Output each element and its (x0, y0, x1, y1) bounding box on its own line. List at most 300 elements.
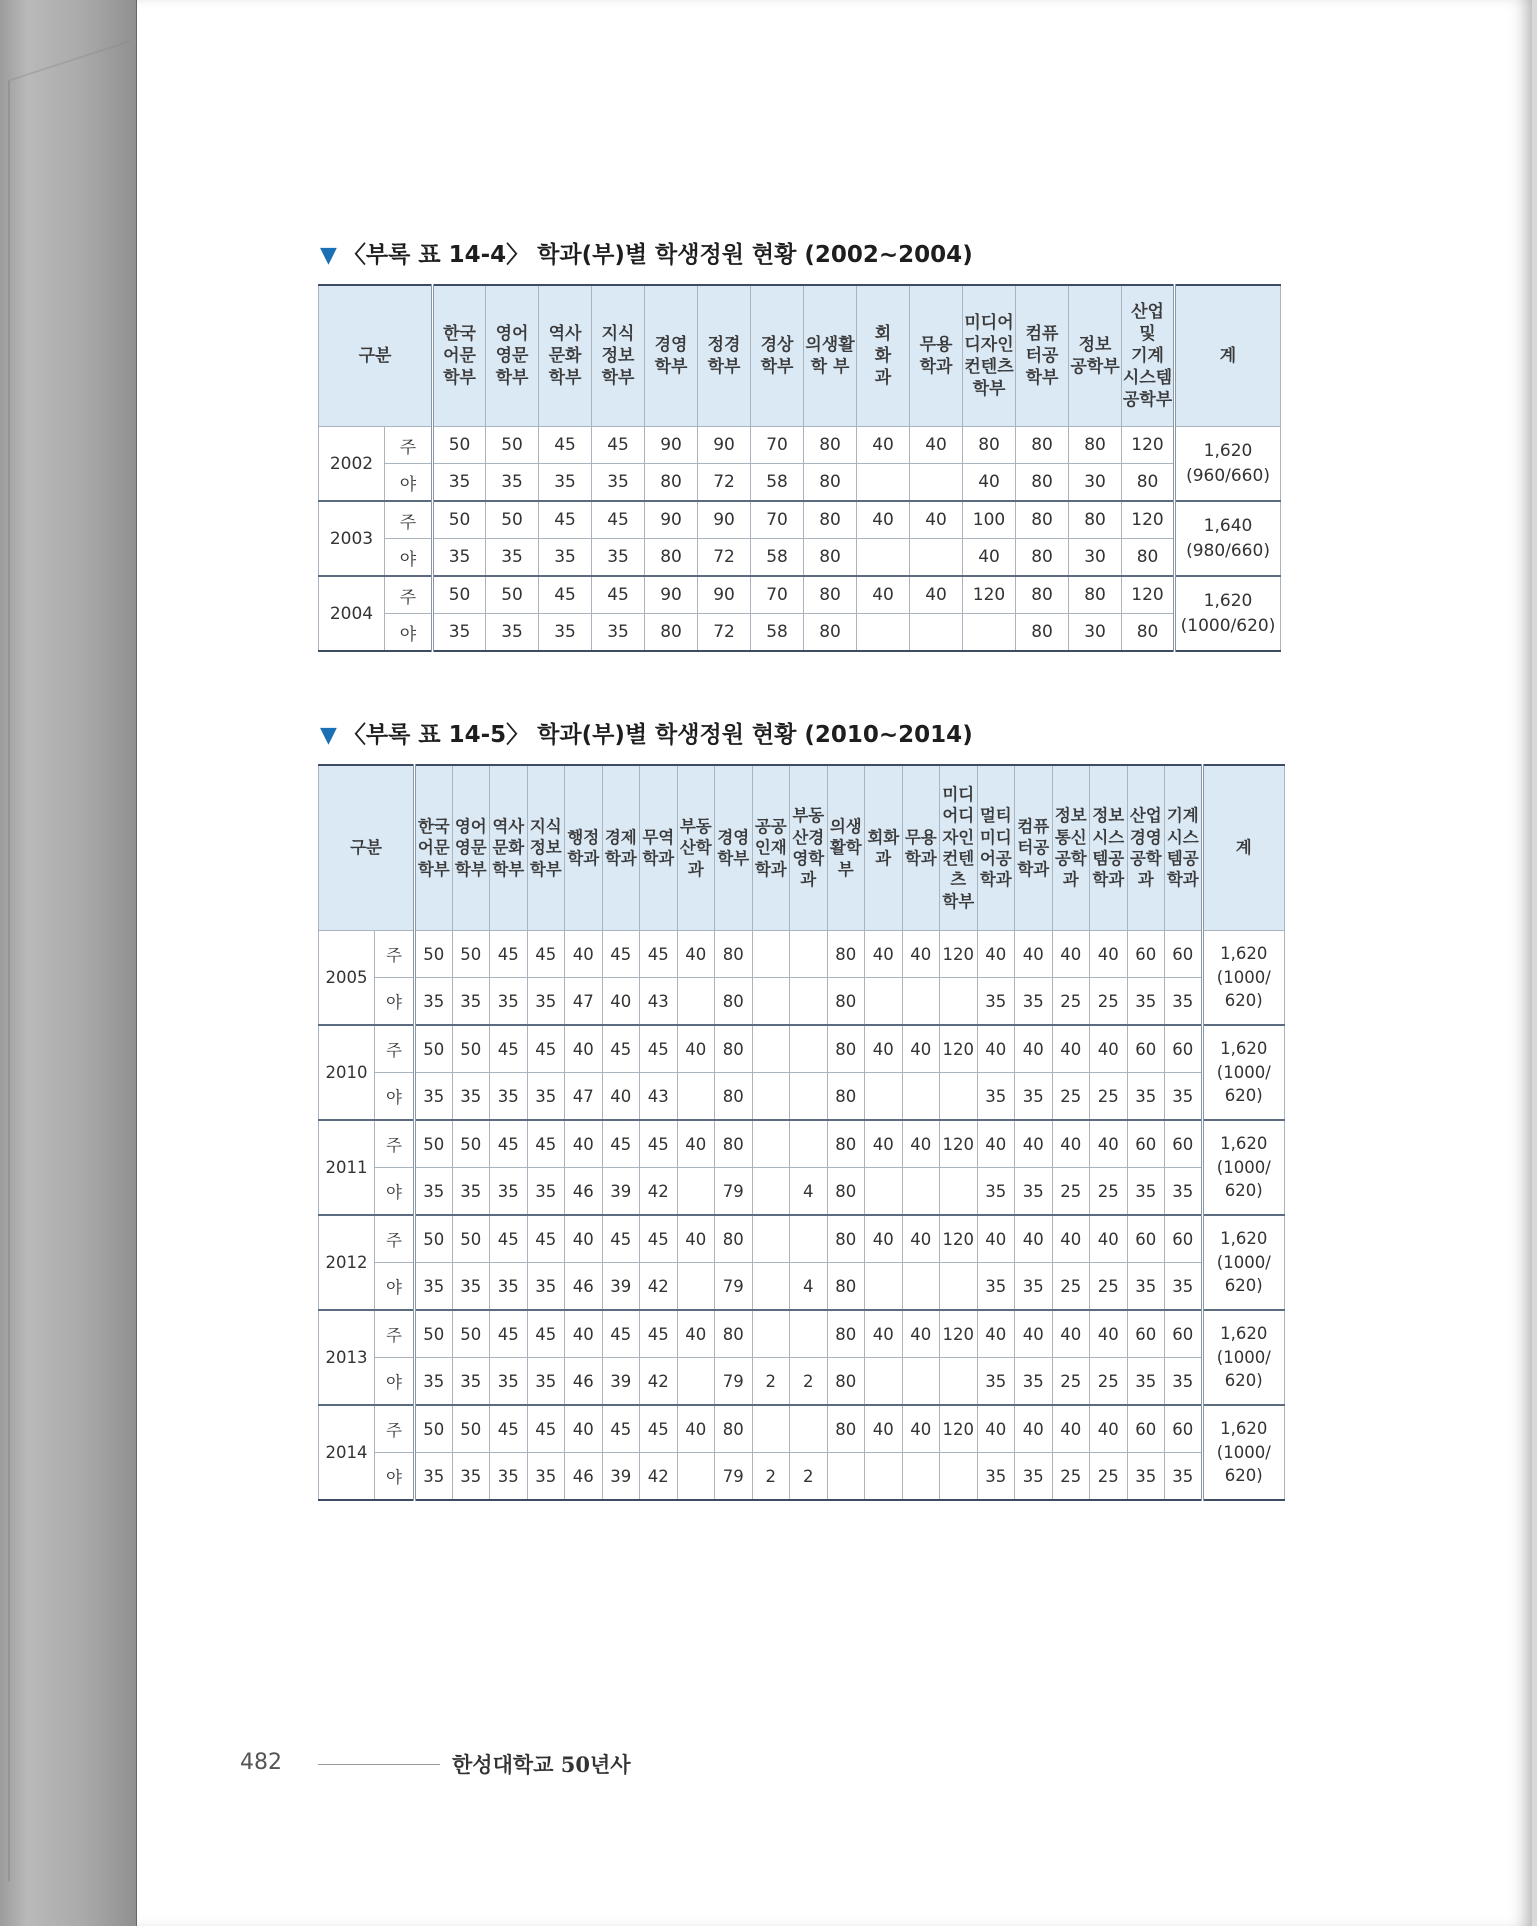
footer-rule (318, 1764, 440, 1765)
value-cell (752, 1025, 790, 1073)
value-cell: 40 (857, 427, 910, 464)
value-cell (940, 1168, 978, 1216)
value-cell: 2 (752, 1453, 790, 1501)
value-cell: 40 (902, 1025, 940, 1073)
value-cell: 80 (1069, 576, 1122, 614)
value-cell: 25 (1052, 1453, 1090, 1501)
value-cell: 35 (977, 1263, 1015, 1311)
value-cell: 40 (977, 931, 1015, 978)
value-cell: 39 (602, 1358, 640, 1406)
value-cell: 80 (804, 427, 857, 464)
value-cell: 40 (977, 1215, 1015, 1263)
value-cell: 45 (640, 1215, 678, 1263)
value-cell: 80 (827, 931, 865, 978)
value-cell (677, 1358, 715, 1406)
value-cell: 50 (486, 501, 539, 539)
value-cell: 80 (1122, 539, 1175, 577)
header-corner: 구분 (319, 765, 415, 931)
value-cell: 40 (902, 931, 940, 978)
session-type-cell: 주 (385, 576, 433, 614)
value-cell: 35 (433, 539, 486, 577)
value-cell: 120 (1122, 427, 1175, 464)
value-cell (790, 1215, 828, 1263)
value-cell: 40 (857, 576, 910, 614)
value-cell: 72 (698, 614, 751, 652)
value-cell: 79 (715, 1168, 753, 1216)
book-title: 한성대학교 50년사 (452, 1752, 631, 1777)
session-type-cell: 야 (385, 464, 433, 502)
value-cell: 35 (415, 1453, 453, 1501)
value-cell: 40 (677, 1120, 715, 1168)
table-row (319, 1405, 1285, 1453)
table-row (319, 1453, 1285, 1501)
value-cell (940, 1453, 978, 1501)
value-cell: 40 (565, 1025, 603, 1073)
value-cell: 45 (640, 1120, 678, 1168)
value-cell: 80 (1122, 614, 1175, 652)
value-cell: 35 (977, 1358, 1015, 1406)
table-row (319, 1263, 1285, 1311)
value-cell: 45 (539, 576, 592, 614)
value-cell: 80 (827, 978, 865, 1026)
value-cell: 80 (804, 501, 857, 539)
value-cell: 35 (1015, 1073, 1053, 1121)
value-cell (902, 1358, 940, 1406)
session-type-cell: 야 (375, 1358, 415, 1406)
value-cell: 35 (592, 614, 645, 652)
value-cell: 45 (527, 1025, 565, 1073)
total-cell: 1,620 (1000/ 620) (1202, 1405, 1285, 1500)
value-cell: 120 (1122, 501, 1175, 539)
value-cell: 40 (1052, 931, 1090, 978)
value-cell: 45 (490, 1405, 528, 1453)
value-cell: 42 (640, 1168, 678, 1216)
value-cell: 35 (452, 1358, 490, 1406)
value-cell (677, 1073, 715, 1121)
session-type-cell: 주 (375, 931, 415, 978)
column-header: 컴퓨 터공 학부 (1016, 285, 1069, 427)
value-cell: 39 (602, 1263, 640, 1311)
session-type-cell: 주 (375, 1120, 415, 1168)
column-header: 의생활 학 부 (804, 285, 857, 427)
value-cell: 35 (490, 1358, 528, 1406)
value-cell: 25 (1052, 1073, 1090, 1121)
column-header: 정보 공학부 (1069, 285, 1122, 427)
value-cell: 46 (565, 1263, 603, 1311)
value-cell: 35 (527, 1263, 565, 1311)
value-cell: 80 (1016, 614, 1069, 652)
table1-title: ▼ 〈부록 표 14-4〉 학과(부)별 학생정원 현황 (2002~2004) (320, 242, 973, 268)
value-cell: 40 (1090, 1310, 1128, 1358)
value-cell: 60 (1165, 1310, 1203, 1358)
header-row (319, 285, 1281, 427)
session-type-cell: 야 (375, 978, 415, 1026)
value-cell: 40 (910, 501, 963, 539)
value-cell: 25 (1090, 1073, 1128, 1121)
value-cell: 90 (698, 576, 751, 614)
column-header: 산업 경영 공학 과 (1127, 765, 1165, 931)
value-cell: 40 (977, 1310, 1015, 1358)
value-cell (865, 1263, 903, 1311)
value-cell (752, 1263, 790, 1311)
value-cell: 80 (715, 978, 753, 1026)
column-header: 영어 영문 학부 (452, 765, 490, 931)
total-cell: 1,620 (960/660) (1175, 427, 1281, 502)
value-cell: 40 (1090, 1120, 1128, 1168)
value-cell: 40 (865, 1215, 903, 1263)
value-cell (752, 1405, 790, 1453)
value-cell: 35 (539, 614, 592, 652)
value-cell: 45 (527, 931, 565, 978)
column-header: 멀티 미디 어공 학과 (977, 765, 1015, 931)
value-cell: 4 (790, 1263, 828, 1311)
value-cell: 45 (490, 1025, 528, 1073)
value-cell (790, 1310, 828, 1358)
value-cell: 45 (490, 1120, 528, 1168)
value-cell: 25 (1052, 1358, 1090, 1406)
year-cell: 2004 (319, 576, 385, 651)
value-cell (865, 1168, 903, 1216)
value-cell: 45 (539, 501, 592, 539)
value-cell: 120 (940, 1120, 978, 1168)
value-cell (677, 1263, 715, 1311)
column-header: 경상 학부 (751, 285, 804, 427)
book-spine-edge (0, 0, 138, 1926)
value-cell: 43 (640, 1073, 678, 1121)
value-cell: 35 (1127, 1263, 1165, 1311)
value-cell: 50 (452, 1310, 490, 1358)
value-cell: 35 (490, 978, 528, 1026)
value-cell: 45 (592, 576, 645, 614)
column-header: 무역 학과 (640, 765, 678, 931)
value-cell: 40 (1052, 1120, 1090, 1168)
value-cell: 25 (1090, 978, 1128, 1026)
value-cell: 50 (415, 931, 453, 978)
value-cell: 45 (527, 1120, 565, 1168)
value-cell: 35 (486, 614, 539, 652)
value-cell: 40 (1052, 1405, 1090, 1453)
page-number: 482 (240, 1750, 282, 1775)
value-cell (857, 614, 910, 652)
value-cell: 45 (490, 1215, 528, 1263)
value-cell: 35 (527, 1358, 565, 1406)
value-cell: 80 (827, 1405, 865, 1453)
value-cell: 35 (486, 464, 539, 502)
value-cell: 80 (827, 1310, 865, 1358)
table-row (319, 1073, 1285, 1121)
table-row (319, 1215, 1285, 1263)
value-cell: 70 (751, 576, 804, 614)
value-cell: 2 (752, 1358, 790, 1406)
session-type-cell: 야 (375, 1453, 415, 1501)
triangle-bullet-icon: ▼ (320, 243, 337, 268)
value-cell: 45 (527, 1215, 565, 1263)
value-cell: 80 (827, 1358, 865, 1406)
value-cell: 35 (1127, 978, 1165, 1026)
value-cell: 70 (751, 427, 804, 464)
value-cell: 100 (963, 501, 1016, 539)
value-cell: 46 (565, 1358, 603, 1406)
value-cell: 60 (1165, 1215, 1203, 1263)
value-cell: 42 (640, 1263, 678, 1311)
value-cell: 40 (977, 1120, 1015, 1168)
value-cell (752, 978, 790, 1026)
value-cell: 40 (1090, 1215, 1128, 1263)
value-cell: 90 (645, 501, 698, 539)
table-row (319, 614, 1281, 652)
value-cell: 45 (602, 931, 640, 978)
value-cell: 50 (452, 1405, 490, 1453)
value-cell: 35 (415, 1073, 453, 1121)
total-header: 계 (1202, 765, 1285, 931)
session-type-cell: 야 (385, 614, 433, 652)
value-cell: 80 (715, 1310, 753, 1358)
value-cell (790, 1073, 828, 1121)
value-cell: 80 (715, 1215, 753, 1263)
value-cell: 80 (715, 1073, 753, 1121)
value-cell: 35 (977, 1453, 1015, 1501)
value-cell: 60 (1165, 1120, 1203, 1168)
value-cell: 40 (1015, 1405, 1053, 1453)
value-cell: 35 (415, 978, 453, 1026)
value-cell: 35 (1165, 978, 1203, 1026)
value-cell: 40 (963, 539, 1016, 577)
value-cell: 35 (1015, 978, 1053, 1026)
value-cell (902, 1073, 940, 1121)
value-cell: 80 (827, 1263, 865, 1311)
value-cell: 80 (1016, 539, 1069, 577)
value-cell: 40 (1015, 931, 1053, 978)
value-cell: 35 (1127, 1358, 1165, 1406)
value-cell: 39 (602, 1168, 640, 1216)
value-cell: 35 (452, 1073, 490, 1121)
value-cell: 40 (602, 978, 640, 1026)
value-cell: 80 (1016, 427, 1069, 464)
value-cell: 72 (698, 464, 751, 502)
value-cell (677, 1453, 715, 1501)
value-cell: 58 (751, 464, 804, 502)
value-cell: 50 (452, 1025, 490, 1073)
column-header: 부동 산경 영학 과 (790, 765, 828, 931)
session-type-cell: 주 (375, 1310, 415, 1358)
value-cell: 90 (698, 427, 751, 464)
page-edge-lines (8, 40, 130, 1882)
value-cell: 50 (415, 1310, 453, 1358)
value-cell: 42 (640, 1453, 678, 1501)
table-row (319, 464, 1281, 502)
value-cell: 50 (415, 1120, 453, 1168)
value-cell (790, 1405, 828, 1453)
value-cell: 120 (940, 1025, 978, 1073)
value-cell: 72 (698, 539, 751, 577)
value-cell: 35 (486, 539, 539, 577)
value-cell: 35 (452, 978, 490, 1026)
table-row (319, 931, 1285, 978)
value-cell (857, 539, 910, 577)
year-cell: 2012 (319, 1215, 375, 1310)
column-header: 공공 인재 학과 (752, 765, 790, 931)
value-cell: 45 (640, 931, 678, 978)
value-cell: 40 (1015, 1215, 1053, 1263)
value-cell: 35 (415, 1358, 453, 1406)
value-cell: 120 (963, 576, 1016, 614)
column-header: 정보 통신 공학 과 (1052, 765, 1090, 931)
value-cell: 80 (715, 1120, 753, 1168)
value-cell: 60 (1127, 1310, 1165, 1358)
value-cell: 35 (977, 978, 1015, 1026)
value-cell: 60 (1127, 1025, 1165, 1073)
value-cell (677, 978, 715, 1026)
value-cell: 40 (677, 1310, 715, 1358)
value-cell: 45 (640, 1025, 678, 1073)
total-cell: 1,620 (1000/ 620) (1202, 1310, 1285, 1405)
value-cell: 35 (452, 1263, 490, 1311)
value-cell: 30 (1069, 614, 1122, 652)
value-cell (940, 1263, 978, 1311)
value-cell (865, 1358, 903, 1406)
column-header: 산업 및 기계 시스템 공학부 (1122, 285, 1175, 427)
value-cell: 40 (1090, 1405, 1128, 1453)
value-cell: 50 (415, 1025, 453, 1073)
year-cell: 2002 (319, 427, 385, 502)
value-cell: 60 (1127, 1405, 1165, 1453)
column-header: 경영 학부 (715, 765, 753, 931)
total-cell: 1,620 (1000/ 620) (1202, 1120, 1285, 1215)
value-cell (677, 1168, 715, 1216)
value-cell (790, 978, 828, 1026)
value-cell: 35 (433, 464, 486, 502)
value-cell: 35 (452, 1453, 490, 1501)
value-cell: 45 (602, 1215, 640, 1263)
value-cell: 80 (715, 931, 753, 978)
value-cell: 40 (902, 1215, 940, 1263)
value-cell: 35 (490, 1453, 528, 1501)
value-cell: 79 (715, 1263, 753, 1311)
table-row (319, 501, 1281, 539)
value-cell: 46 (565, 1453, 603, 1501)
table-row (319, 427, 1281, 464)
column-header: 한국 어문 학부 (415, 765, 453, 931)
value-cell: 35 (490, 1073, 528, 1121)
table-row (319, 1168, 1285, 1216)
value-cell: 40 (677, 1215, 715, 1263)
value-cell: 80 (827, 1168, 865, 1216)
value-cell: 120 (1122, 576, 1175, 614)
value-cell (752, 1073, 790, 1121)
value-cell: 40 (1015, 1120, 1053, 1168)
value-cell (910, 614, 963, 652)
column-header: 미디 어디 자인 컨텐 츠 학부 (940, 765, 978, 931)
value-cell: 80 (827, 1120, 865, 1168)
value-cell: 50 (486, 427, 539, 464)
value-cell: 2 (790, 1453, 828, 1501)
value-cell: 35 (1165, 1358, 1203, 1406)
value-cell: 80 (804, 464, 857, 502)
column-header: 무용 학과 (902, 765, 940, 931)
value-cell: 80 (645, 539, 698, 577)
session-type-cell: 야 (375, 1168, 415, 1216)
value-cell: 35 (977, 1168, 1015, 1216)
value-cell: 30 (1069, 539, 1122, 577)
value-cell: 40 (677, 931, 715, 978)
value-cell: 40 (602, 1073, 640, 1121)
value-cell (902, 978, 940, 1026)
year-cell: 2003 (319, 501, 385, 576)
column-header: 한국 어문 학부 (433, 285, 486, 427)
value-cell: 50 (433, 576, 486, 614)
table-row (319, 576, 1281, 614)
value-cell: 120 (940, 1215, 978, 1263)
value-cell: 40 (565, 931, 603, 978)
value-cell: 60 (1127, 1120, 1165, 1168)
table-row (319, 1358, 1285, 1406)
column-header: 행정 학과 (565, 765, 603, 931)
value-cell: 50 (433, 501, 486, 539)
value-cell: 35 (592, 539, 645, 577)
value-cell: 40 (977, 1025, 1015, 1073)
value-cell: 50 (452, 1215, 490, 1263)
total-header: 계 (1175, 285, 1281, 427)
table-row (319, 1120, 1285, 1168)
value-cell: 47 (565, 978, 603, 1026)
value-cell: 35 (527, 1073, 565, 1121)
value-cell (865, 1453, 903, 1501)
value-cell: 45 (592, 501, 645, 539)
session-type-cell: 야 (375, 1263, 415, 1311)
value-cell: 90 (645, 576, 698, 614)
table1 (318, 284, 1281, 652)
value-cell (752, 1120, 790, 1168)
column-header: 정경 학부 (698, 285, 751, 427)
year-cell: 2011 (319, 1120, 375, 1215)
value-cell: 80 (1016, 464, 1069, 502)
year-cell: 2005 (319, 931, 375, 1026)
value-cell: 80 (804, 539, 857, 577)
column-header: 경영 학부 (645, 285, 698, 427)
value-cell (752, 1168, 790, 1216)
value-cell: 35 (592, 464, 645, 502)
value-cell: 40 (1015, 1025, 1053, 1073)
value-cell: 60 (1127, 1215, 1165, 1263)
value-cell: 35 (1015, 1453, 1053, 1501)
value-cell (902, 1168, 940, 1216)
value-cell: 25 (1052, 978, 1090, 1026)
value-cell: 25 (1090, 1453, 1128, 1501)
value-cell (865, 978, 903, 1026)
value-cell: 40 (1052, 1310, 1090, 1358)
value-cell (910, 464, 963, 502)
value-cell: 35 (490, 1168, 528, 1216)
value-cell (752, 1310, 790, 1358)
value-cell: 45 (490, 931, 528, 978)
column-header: 지식 정보 학부 (592, 285, 645, 427)
column-header: 회 화 과 (857, 285, 910, 427)
value-cell: 40 (865, 1025, 903, 1073)
value-cell: 45 (539, 427, 592, 464)
value-cell: 90 (645, 427, 698, 464)
year-cell: 2010 (319, 1025, 375, 1120)
value-cell: 35 (1015, 1168, 1053, 1216)
value-cell: 45 (602, 1310, 640, 1358)
value-cell: 80 (827, 1215, 865, 1263)
value-cell: 45 (640, 1310, 678, 1358)
column-header: 기계 시스 템공 학과 (1165, 765, 1203, 931)
value-cell: 40 (865, 931, 903, 978)
value-cell: 50 (415, 1215, 453, 1263)
value-cell (902, 1453, 940, 1501)
value-cell: 35 (527, 978, 565, 1026)
value-cell (752, 931, 790, 978)
